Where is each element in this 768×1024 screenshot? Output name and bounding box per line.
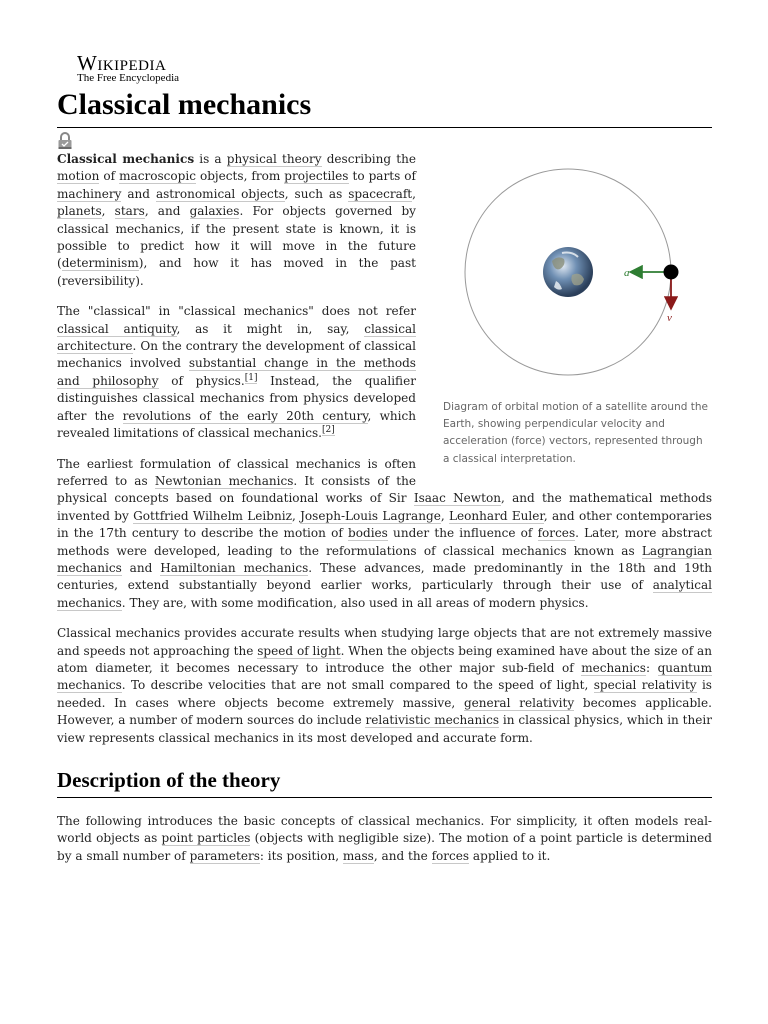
article-link[interactable]: mass xyxy=(342,848,374,863)
article-link[interactable]: machinery xyxy=(57,186,122,201)
padlock-icon[interactable] xyxy=(57,131,712,151)
logo-wordmark: Wikipedia xyxy=(77,51,167,75)
orbit-figure xyxy=(442,157,712,468)
article-link[interactable]: Gottfried Wilhelm Leibniz xyxy=(133,508,292,523)
article-link[interactable]: Lagrangian mechanics xyxy=(57,543,712,575)
article-link[interactable]: substantial change in the methods and philosophy xyxy=(57,356,416,388)
article-link[interactable]: mechanics xyxy=(581,660,646,675)
article-link[interactable]: physical theory xyxy=(226,152,322,166)
article-link[interactable]: classical architecture xyxy=(57,321,416,354)
article-body xyxy=(57,151,712,865)
citation-ref[interactable]: [2] xyxy=(322,425,335,436)
velocity-label: v xyxy=(667,312,672,324)
article-link[interactable]: astronomical objects xyxy=(155,186,285,201)
classical-term-paragraph: The "classical" in "classical mechanics" does not refer classical antiquity, as it might in, say, classical architecture. On the contrary the development of classical mechanics involved substantial change in the methods and philosophy of physics.[1] Instead, the qualifier distinguishes classical mechanics from physics developed after the revolutions of the early 20th century, which revealed limitations of classical mechanics.[2] xyxy=(57,304,416,441)
article-link[interactable]: relativistic mechanics xyxy=(365,713,500,728)
intro-paragraph: Classical mechanics is a physical theory describing the motion of macroscopic objects, from projectiles to parts of machinery and astronomical objects, such as spacecraft, planets, stars, and galaxies. For objects governed by classical mechanics, if the present state is known, it is possible to predict how it will move in the future (determinism), and how it has moved in the past (reversibility). xyxy=(57,152,416,288)
article-link[interactable]: determinism xyxy=(61,256,139,271)
description-paragraph: The following introduces the basic concepts of classical mechanics. For simplicity, it often models real-world objects as point particles (objects with negligible size). The motion of a point particle is determined by a small number of parameters: its position, mass, and the forces applied to it. xyxy=(57,814,712,863)
acceleration-label: a xyxy=(624,267,630,279)
citation-ref[interactable]: [1] xyxy=(244,372,258,383)
padlock-icon-svg xyxy=(57,131,73,151)
article-link[interactable]: revolutions of the early 20th century xyxy=(122,408,368,423)
article-link[interactable]: stars xyxy=(114,204,145,219)
article-link[interactable]: analytical mechanics xyxy=(57,578,712,610)
earth-icon xyxy=(543,247,593,297)
article-link[interactable]: projectiles xyxy=(284,169,349,184)
article-link[interactable]: Hamiltonian mechanics xyxy=(160,560,309,575)
wikipedia-logo[interactable] xyxy=(57,48,712,86)
article-link[interactable]: Newtonian mechanics xyxy=(154,473,294,488)
accuracy-paragraph: Classical mechanics provides accurate results when studying large objects that are not extremely massive and speeds not approaching the speed of light. When the objects being examined have about the size of an atom diameter, it becomes necessary to introduce the other major sub-field of mechanics: quantum mechanics. To describe velocities that are not small compared to the speed of light, special relativity is needed. In cases where objects become extremely massive, general relativity becomes applicable. However, a number of modern sources do include relativistic mechanics in classical physics, which in their view represents classical mechanics in its most developed and accurate form. xyxy=(57,626,712,745)
article-link[interactable]: galaxies xyxy=(189,204,240,219)
article-link[interactable]: parameters xyxy=(189,848,260,863)
article-link[interactable]: planets xyxy=(57,204,102,219)
satellite-dot xyxy=(664,265,679,280)
page-title: Classical mechanics xyxy=(57,86,712,128)
article-link[interactable]: forces xyxy=(431,848,470,863)
article-link[interactable]: bodies xyxy=(348,526,388,541)
article-link[interactable]: special relativity xyxy=(593,678,697,693)
bold-term: Classical mechanics xyxy=(57,152,195,166)
article-link[interactable]: Leonhard Euler xyxy=(448,508,544,523)
article-page xyxy=(57,48,712,878)
article-link[interactable]: macroscopic xyxy=(119,169,196,184)
article-link[interactable]: Isaac Newton xyxy=(413,491,501,506)
figure-caption: Diagram of orbital motion of a satellite around the Earth, showing perpendicular velocity and acceleration (force) vectors, represented through a classical interpretation. xyxy=(443,401,708,465)
orbit-diagram xyxy=(444,157,690,387)
formulation-paragraph: The earliest formulation of classical mechanics is often referred to as Newtonian mechanics. It consists of the physical concepts based on foundational works of Sir Isaac Newton, and the mathematical methods invented by Gottfried Wilhelm Leibniz, Joseph-Louis Lagrange, Leonhard Euler, and other contemporaries in the 17th century to describe the motion of bodies under the influence of forces. Later, more abstract methods were developed, leading to the reformulations of classical mechanics known as Lagrangian mechanics and Hamiltonian mechanics. These advances, made predominantly in the 18th and 19th centuries, extend substantially beyond earlier works, particularly through their use of analytical mechanics. They are, with some modification, also used in all areas of modern physics. xyxy=(57,456,712,610)
article-link[interactable]: motion xyxy=(57,169,100,184)
section-heading-description: Description of the theory xyxy=(57,766,712,798)
article-link[interactable]: Joseph-Louis Lagrange xyxy=(300,508,441,523)
article-link[interactable]: general relativity xyxy=(463,695,575,710)
article-link[interactable]: speed of light xyxy=(257,643,341,658)
article-link[interactable]: spacecraft xyxy=(348,186,413,201)
article-link[interactable]: forces xyxy=(537,526,576,541)
article-link[interactable]: point particles xyxy=(161,831,251,846)
article-link[interactable]: quantum mechanics xyxy=(57,660,712,693)
article-link[interactable]: classical antiquity xyxy=(57,321,177,336)
logo-tagline: The Free Encyclopedia xyxy=(77,72,180,84)
